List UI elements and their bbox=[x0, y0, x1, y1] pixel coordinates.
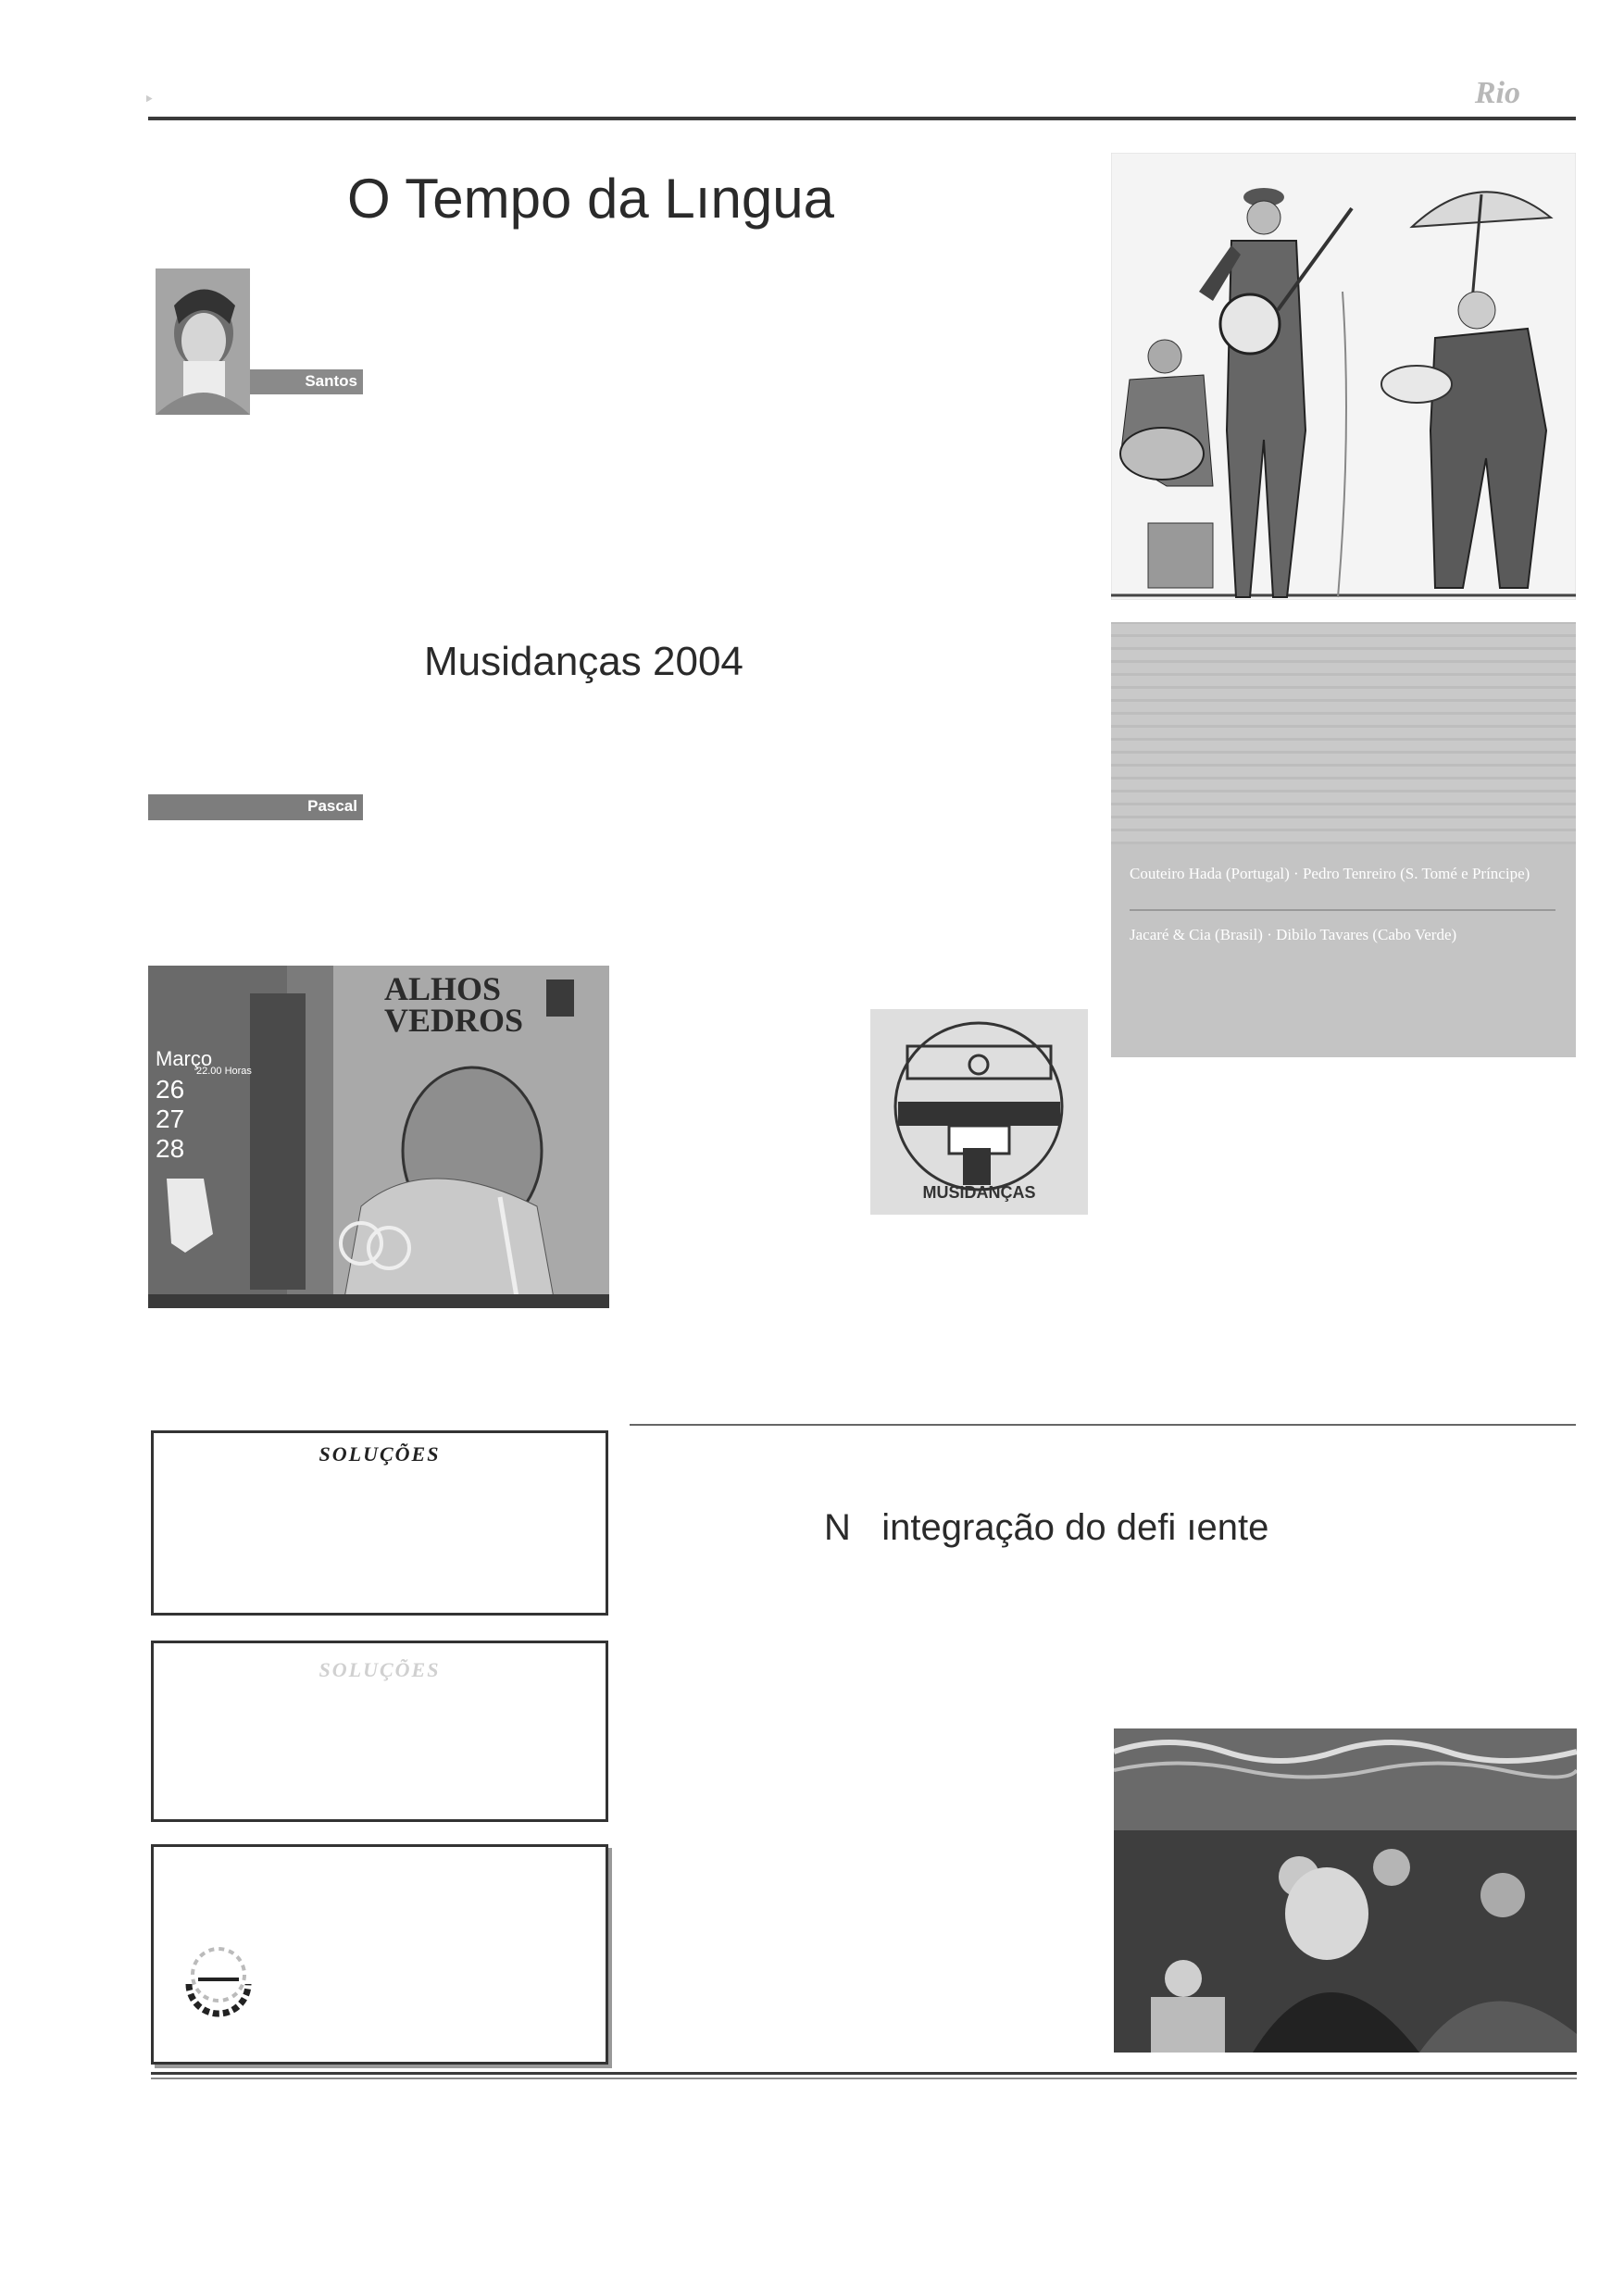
program-divider bbox=[1130, 909, 1555, 911]
poster-town-line2: VEDROS bbox=[384, 1002, 524, 1039]
solutions-box-1-title: SOLUÇÕES bbox=[319, 1442, 441, 1466]
program-box-texture bbox=[1111, 622, 1576, 844]
author-photo-santos bbox=[156, 268, 250, 415]
article-title-integracao: N integração do defi ıente bbox=[824, 1507, 1269, 1548]
article3-top-rule bbox=[630, 1424, 1576, 1426]
poster-day-1: 26 bbox=[156, 1075, 185, 1104]
masthead: Rio bbox=[1474, 76, 1520, 110]
program-box bbox=[1111, 622, 1576, 1057]
musicians-illustration bbox=[1111, 153, 1576, 600]
bottom-rule-2 bbox=[151, 2078, 1577, 2079]
author-tag-pascal: Pascal bbox=[148, 794, 363, 820]
article-title-musidancas: Musidanças 2004 bbox=[424, 639, 743, 684]
author-tag-santos: Santos bbox=[250, 369, 363, 394]
party-photo bbox=[1114, 1728, 1577, 2053]
program-line-1: Couteiro Hada (Portugal) · Pedro Tenreiro (S. Tomé e Príncipe) bbox=[1130, 865, 1530, 882]
musidancas-logo bbox=[870, 1009, 1088, 1215]
solutions-box-2 bbox=[151, 1641, 608, 1822]
page-number-mark: ‣ bbox=[144, 90, 155, 110]
sponsor-box bbox=[151, 1844, 608, 2065]
logo-text: MUSIDANÇAS bbox=[922, 1183, 1036, 1202]
article-title-tempo-da-lingua: O Tempo da Lıngua bbox=[347, 168, 834, 230]
program-line-2: Jacaré & Cia (Brasil) · Dibilo Tavares (Cabo Verde) bbox=[1130, 926, 1457, 943]
gear-logo-icon bbox=[172, 1928, 265, 2021]
poster-day-3: 28 bbox=[156, 1134, 185, 1163]
poster-month: Março bbox=[156, 1047, 213, 1070]
solutions-box-1 bbox=[151, 1430, 608, 1616]
solutions-box-2-title: SOLUÇÕES bbox=[319, 1658, 441, 1681]
poster-town-line1: ALHOS bbox=[384, 970, 502, 1007]
poster-time: 22.00 Horas bbox=[196, 1066, 252, 1077]
header-rule bbox=[148, 117, 1576, 120]
bottom-rule-1 bbox=[151, 2072, 1577, 2075]
poster-day-2: 27 bbox=[156, 1104, 185, 1133]
festival-poster bbox=[148, 966, 609, 1308]
